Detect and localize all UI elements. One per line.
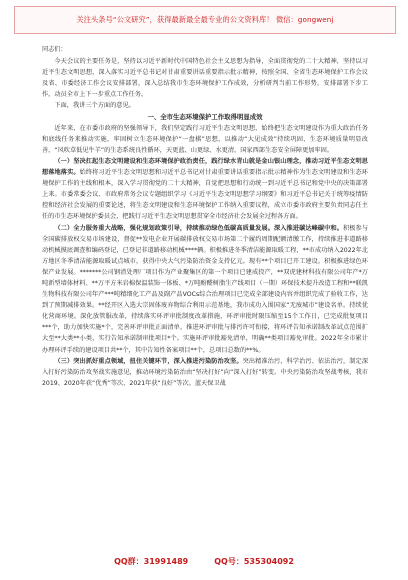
item-lead: （一）坚决扛起生态文明建设和生态环境保护政治责任，践行绿水青山就是金山银山理念，推动习近平生态文明思想落地落实。: [42, 157, 368, 177]
salutation: 同志们：: [42, 46, 67, 53]
section-intro-paragraph: 近年来，在市委市政府的坚强领导下，我们坚定践行习近平生态文明思想，始终把生态文明建设作为重大政治任务和底线任务来推动实施，牢固树立生态环境保护“一盘棋”思想，以推动“大见成效”持续巩固，生态环境质量明显改善，“风吹草低见牛羊”的生态系统良性循环，天更蓝、山更绿、水更清，国家西部生态安全屏障更加牢固。: [42, 124, 368, 154]
footer-contact: [0, 556, 408, 567]
item-body: 积极参与全国碳排放权交易市场建设，督促**发电企业开展碳排放权交易市场第二个履约周期配额清缴工作，持续推进非道路移动机械摸底调查和编码登记，已登记非道路移动机械****辆。积极推进冬季清洁能源取暖工程，**市成功纳入2022年北方地区冬季清洁能源取暖试点城市，获得中央大气污染防治资金支持亿元。现有**个项目已开工建设。积极推进绿色环保产业发展。*******公司钢渣处理厂项目作为产业聚集区的第一个项目已建成投产，**双虎建材科技有限公司年产*万吨新型墙体材料、**万平方米岩棉保温装饰一体板、*万吨酚醛树脂生产线项目（一期）环保技术提升改造工程和**联凯生物科技有限公司年产***吨精细化工产品及副产品VOCs综合治理项目已完成全部建设内容并组织完成了验收工作，达到了预期减排效果。**经开区入选大宗固体废弃物综合利用示范基地，我市成功入围国家“无废城市”建设名单。持续优化营商环境。深化放管服改革，持续落实环评审批制度改革措施，环评审批时限压缩至15个工作日，已完成批复项目***个，助力加快实施*个，完善环评审批正面清单，推进环评审批与排污许可衔接，将环评告知承诺制改革试点范围扩大至**大类**小类，实行告知承诺制审批项目*个。实施环评审批豁免清单，明确**类项目豁免审批。2022年全市累计办理环评手续的建设项目共**个，其中告知性备案项目**个，总项目总数的**%。: [42, 224, 369, 354]
item-body: 突出精准治污、科学治污、依法治污，制定深入打好污染防治攻坚战实施意见，推动环境污染防治由“坚决打好”向“深入打好”转变。中央污染防治攻坚战考核，我市2019、2020年获“优秀”等次、2021年获“良好”等次。蓝天保卫战: [42, 357, 369, 387]
section-heading: 一、全市生态环境保护工作取得明显成效: [147, 112, 263, 121]
promo-banner-text: 关注头条号“公文研究”，获得最新最全最专业的公文资料库！ 微信：gongwenj: [76, 15, 334, 24]
intro-paragraph: 今天会议的主要任务是，坚持以习近平新时代中国特色社会主义思想为指导，全面贯彻党的二十大精神，坚持以习近平生态文明思想，深入落实习近平总书记对甘肃重要讲话重要指示批示精神，按照全国、全省生态环境保护工作会议及省、市委经济工作会议安排部署，深入总结我市生态环境保护工作成效，分析研判当前工作形势，安排部署下步工作，动员全市上下一步重点工作任务。: [42, 58, 368, 99]
intro-paragraph: 下面，我讲三个方面的意见。: [54, 102, 135, 110]
item-paragraph: [42, 356, 368, 389]
item-lead: （三）突出抓好重点领域，扭住关键环节，深入推进污染防治攻坚。: [54, 357, 243, 365]
item-paragraph: [42, 223, 368, 356]
qq-number-text: QQ号：535304092: [214, 557, 294, 566]
item-paragraph: [42, 156, 368, 223]
promo-banner: [14, 6, 396, 34]
item-body: 始终将习近平生态文明思想和习近平总书记对甘肃重要讲话重要指示批示精神作为生态文明建设和生态环境保护工作的主线和根本，深入学习贯彻党的二十大精神，自觉把思想和行动统一到习近平总书记和党中央的决策部署上来。市委常委会议、市政府常务会议专题组织学习《习近平生态文明思想学习纲要》和习近平总书记关于统筹疫情防控和经济社会发展的重要论述，将生态文明建设和生态环境保护工作纳入重要议程，成立市委市政府主要负责同志任主任的市生态环境保护委员会，把践行习近平生态文明思想贯穿全市经济社会发展全过程各方面。: [42, 169, 368, 221]
document-page: [42, 44, 368, 389]
item-lead: （二）全力服务重大战略，强化规划政策引导，持续推动绿色低碳高质量发展。深入推进碳达峰碳中和。: [54, 224, 343, 232]
qq-group-text: QQ群：31991489: [114, 557, 189, 566]
